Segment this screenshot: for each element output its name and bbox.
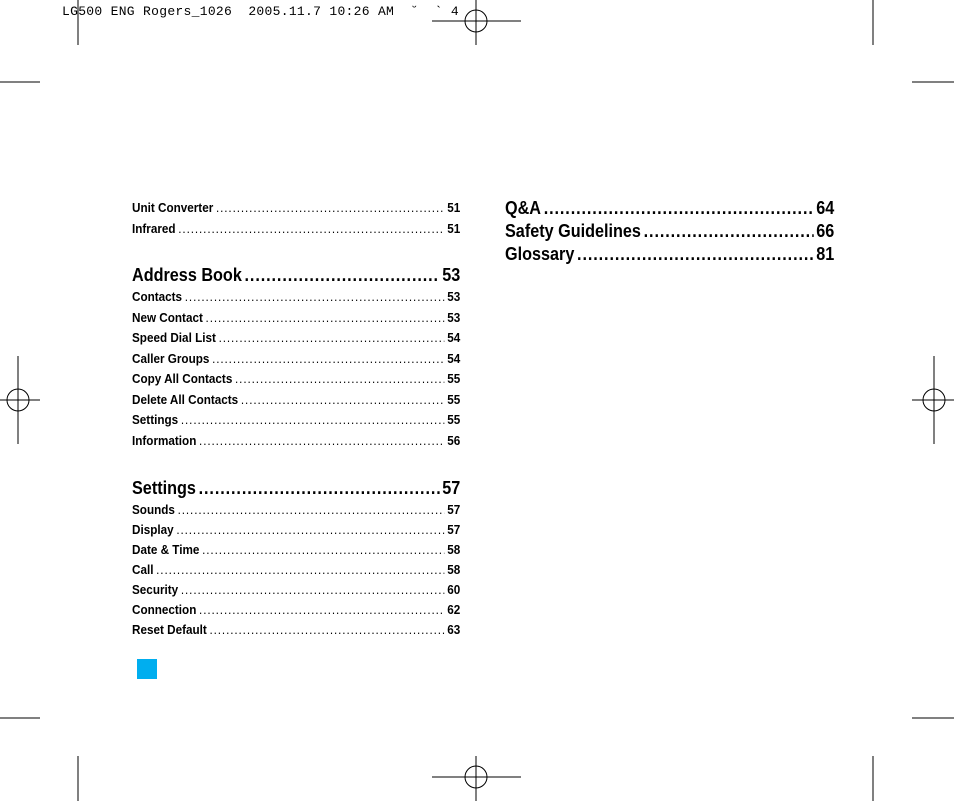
leader-dots — [216, 198, 445, 219]
toc-heading-label: Address Book — [132, 265, 242, 285]
toc-heading-page: 81 — [816, 244, 835, 264]
toc-entry-page: 55 — [447, 371, 461, 386]
toc-entry[interactable] — [132, 198, 460, 219]
settings-group — [132, 477, 460, 640]
toc-heading-page: 64 — [816, 198, 835, 218]
toc-entry-page: 54 — [447, 350, 461, 366]
leader-dots — [176, 520, 444, 540]
toc-entry-page: 57 — [447, 502, 461, 517]
toc-heading-qa[interactable] — [505, 197, 834, 220]
toc-entry-label: Settings — [132, 412, 179, 427]
toc-entry-label: Sounds — [132, 502, 175, 517]
toc-entry-label: Copy All Contacts — [132, 371, 233, 386]
toc-entry-page: 58 — [447, 562, 461, 577]
leader-dots — [241, 390, 445, 411]
leader-dots — [181, 580, 445, 600]
toc-entry-page: 57 — [447, 522, 461, 537]
leader-dots — [235, 369, 445, 390]
toc-entry-page: 58 — [447, 542, 461, 557]
toc-heading-label: Safety Guidelines — [505, 221, 641, 241]
leader-dots — [185, 287, 445, 308]
toc-entry[interactable] — [132, 540, 460, 560]
toc-entry-page: 63 — [447, 622, 461, 637]
toc-entry-label: Delete All Contacts — [132, 391, 239, 407]
toc-entry-label: Contacts — [132, 289, 183, 304]
leader-dots — [178, 219, 444, 240]
toc-heading-label: Settings — [132, 478, 196, 498]
toc-entry-page: 51 — [447, 200, 461, 215]
toc-heading-settings[interactable] — [132, 477, 460, 500]
toc-heading-safety-guidelines[interactable] — [505, 220, 834, 243]
toc-entry[interactable] — [132, 349, 460, 370]
toc-heading-page: 53 — [442, 265, 461, 285]
toc-heading-label: Glossary — [505, 244, 575, 264]
page-color-badge — [137, 659, 157, 679]
toc-entry-page: 53 — [447, 289, 461, 304]
leader-dots — [199, 600, 444, 620]
toc-heading-label: Q&A — [505, 198, 541, 218]
toc-entry-page: 56 — [447, 432, 461, 448]
toc-entry-label: New Contact — [132, 309, 203, 325]
toc-entry[interactable] — [132, 410, 460, 431]
toc-entry[interactable] — [132, 500, 460, 520]
toc-entry-label: Reset Default — [132, 622, 207, 637]
leader-dots — [212, 349, 444, 370]
toc-right-column — [505, 197, 834, 266]
leader-dots — [219, 328, 445, 349]
leader-dots — [156, 560, 444, 580]
leader-dots — [209, 620, 444, 640]
toc-entry[interactable] — [132, 520, 460, 540]
leader-dots — [199, 477, 440, 500]
toc-heading-address-book[interactable] — [132, 264, 460, 287]
print-slug: LG500 ENG Rogers_1026 2005.11.7 10:26 AM ˘ ` 4 — [62, 4, 459, 19]
toc-entry-label: Call — [132, 562, 154, 577]
toc-entry-page: 62 — [447, 602, 461, 617]
leader-dots — [178, 500, 445, 520]
toc-entry-page: 54 — [447, 330, 461, 345]
toc-entry-page: 53 — [447, 309, 461, 325]
leader-dots — [644, 220, 814, 243]
leader-dots — [206, 308, 445, 329]
toc-entry[interactable] — [132, 328, 460, 349]
leader-dots — [202, 540, 444, 560]
toc-entry-label: Information — [132, 432, 197, 448]
toc-entry[interactable] — [132, 369, 460, 390]
toc-entry-page: 60 — [447, 582, 461, 597]
toc-entry[interactable] — [132, 600, 460, 620]
leader-dots — [245, 264, 440, 287]
leader-dots — [181, 410, 445, 431]
toc-entry[interactable] — [132, 287, 460, 308]
toc-entry[interactable] — [132, 431, 460, 452]
toc-entry-label: Unit Converter — [132, 200, 214, 215]
leader-dots — [544, 197, 814, 220]
toc-entry-label: Caller Groups — [132, 350, 210, 366]
toc-heading-page: 57 — [442, 478, 461, 498]
toc-entry[interactable] — [132, 308, 460, 329]
toc-entry-label: Infrared — [132, 220, 176, 236]
toc-entry[interactable] — [132, 560, 460, 580]
toc-entry-label: Date & Time — [132, 542, 200, 557]
toc-entry[interactable] — [132, 390, 460, 411]
toc-left-column — [132, 198, 460, 640]
toc-entry-page: 55 — [447, 391, 461, 407]
toc-heading-glossary[interactable] — [505, 243, 834, 266]
toc-entry-label: Speed Dial List — [132, 330, 216, 345]
toc-entry-label: Display — [132, 522, 174, 537]
tools-tail-group — [132, 198, 460, 239]
address-book-group — [132, 264, 460, 451]
toc-entry-page: 55 — [447, 412, 461, 427]
toc-entry[interactable] — [132, 620, 460, 640]
toc-heading-page: 66 — [816, 221, 835, 241]
toc-entry-label: Security — [132, 582, 179, 597]
toc-entry[interactable] — [132, 219, 460, 240]
leader-dots — [577, 243, 813, 266]
leader-dots — [199, 431, 444, 452]
toc-entry-page: 51 — [447, 220, 461, 236]
toc-entry[interactable] — [132, 580, 460, 600]
toc-entry-label: Connection — [132, 602, 197, 617]
